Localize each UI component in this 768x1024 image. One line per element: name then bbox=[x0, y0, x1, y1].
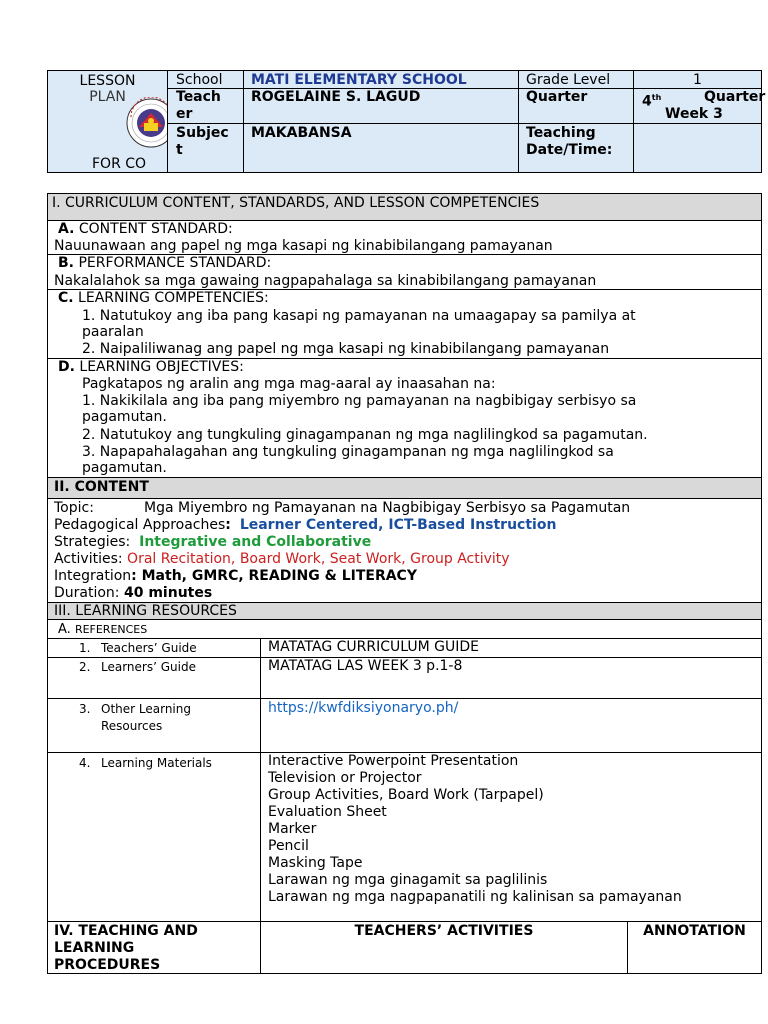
material-item: Marker bbox=[268, 821, 317, 837]
material-item: Masking Tape bbox=[268, 855, 363, 871]
learning-objectives-row bbox=[47, 358, 762, 478]
quarter-word: Quarter bbox=[704, 89, 766, 105]
section-2-title: II. CONTENT bbox=[54, 479, 149, 495]
teachers-activities-title: TEACHERS’ ACTIVITIES bbox=[354, 923, 534, 939]
performance-standard-heading: B. PERFORMANCE STANDARD: bbox=[58, 255, 272, 271]
dictionary-link[interactable]: https://kwfdiksiyonaryo.ph/ bbox=[268, 700, 459, 716]
grade-level-label: Grade Level bbox=[526, 72, 611, 88]
school-name: MATI ELEMENTARY SCHOOL bbox=[251, 72, 467, 88]
resource-num: 3. bbox=[79, 702, 91, 716]
learning-competencies-heading: C. LEARNING COMPETENCIES: bbox=[58, 290, 269, 306]
content-standard-text: Nauunawaan ang papel ng mga kasapi ng kinabibilangang pamayanan bbox=[54, 238, 553, 254]
school-label: School bbox=[176, 72, 223, 88]
subject-label-cont: t bbox=[176, 142, 183, 158]
subject-value: MAKABANSA bbox=[251, 125, 352, 141]
teachers-guide-value: MATATAG CURRICULUM GUIDE bbox=[268, 639, 479, 655]
school-value-cell bbox=[243, 70, 519, 89]
quarter-value-cell bbox=[633, 88, 766, 124]
learning-materials-cell bbox=[260, 752, 762, 922]
duration-line: Duration: 40 minutes bbox=[54, 585, 213, 601]
lesson-plan-cell bbox=[47, 70, 168, 173]
content-standard-row bbox=[47, 220, 762, 255]
learning-objectives-heading: D. LEARNING OBJECTIVES: bbox=[58, 359, 244, 375]
activities-line: Activities: Oral Recitation, Board Work, Seat Work, Group Activity bbox=[54, 551, 510, 567]
resource-label-cell bbox=[47, 752, 261, 922]
resource-value-cell bbox=[260, 657, 762, 699]
resource-label-cell bbox=[47, 698, 261, 753]
performance-standard-row bbox=[47, 254, 762, 290]
integration-value: : Math, GMRC, READING & LITERACY bbox=[131, 568, 417, 584]
learning-competencies-row bbox=[47, 289, 762, 359]
resource-value-cell bbox=[260, 638, 762, 658]
material-item: Television or Projector bbox=[268, 770, 422, 786]
quarter-value bbox=[642, 89, 661, 111]
teachers-activities-header-cell bbox=[260, 921, 628, 974]
learners-guide-label: Learners’ Guide bbox=[101, 660, 196, 674]
subject-label-cell bbox=[167, 123, 244, 173]
material-item: Larawan ng mga nagpapanatili ng kalinisan sa pamayanan bbox=[268, 889, 682, 905]
topic-label: Topic: bbox=[54, 500, 94, 516]
grade-level-value: 1 bbox=[693, 72, 702, 88]
material-item: Group Activities, Board Work (Tarpapel) bbox=[268, 787, 544, 803]
quarter-label: Quarter bbox=[526, 89, 588, 105]
approaches-line: Pedagogical Approaches: Learner Centered, ICT-Based Instruction bbox=[54, 517, 557, 533]
teaching-date-label: Teaching bbox=[526, 125, 596, 141]
objective-item: 1. Nakikilala ang iba pang miyembro ng pamayanan na nagbibigay serbisyo sa bbox=[82, 393, 637, 409]
references-row bbox=[47, 619, 762, 639]
resource-label-cell bbox=[47, 657, 261, 699]
subject-value-cell bbox=[243, 123, 519, 173]
resource-value-cell bbox=[260, 698, 762, 753]
quarter-suffix: th bbox=[651, 93, 662, 102]
strategies-line: Strategies: Integrative and Collaborative bbox=[54, 534, 372, 550]
objective-item: Pagkatapos ng aralin ang mga mag-aaral ay inaasahan na: bbox=[82, 376, 496, 392]
material-item: Interactive Powerpoint Presentation bbox=[268, 753, 519, 769]
objective-item: 2. Natutukoy ang tungkuling ginagampanan ng mga naglilingkod sa pagamutan. bbox=[82, 427, 648, 443]
topic-value: Mga Miyembro ng Pamayanan na Nagbibigay Serbisyo sa Pagamutan bbox=[144, 500, 631, 516]
quarter-number: 4 bbox=[642, 93, 652, 110]
procedures-title-cont: PROCEDURES bbox=[54, 957, 161, 973]
approaches-value: Learner Centered, ICT-Based Instruction bbox=[239, 517, 557, 533]
resource-num: 1. bbox=[79, 641, 91, 655]
teacher-name: ROGELAINE S. LAGUD bbox=[251, 89, 421, 105]
grade-label-cell bbox=[518, 70, 634, 89]
section-1-title: I. CURRICULUM CONTENT, STANDARDS, AND LESSON COMPETENCIES bbox=[52, 195, 540, 211]
teachers-guide-label: Teachers’ Guide bbox=[101, 641, 197, 655]
date-label-cell bbox=[518, 123, 634, 173]
teacher-value-cell bbox=[243, 88, 519, 124]
other-resources-label: Other Learning bbox=[101, 702, 191, 716]
learning-materials-label: Learning Materials bbox=[101, 756, 212, 770]
objective-item: 3. Napapahalagahan ang tungkuling ginagampanan ng mga naglilingkod sa bbox=[82, 444, 614, 460]
other-resources-label-cont: Resources bbox=[101, 719, 163, 733]
resource-num: 4. bbox=[79, 756, 91, 770]
date-value-cell bbox=[633, 123, 762, 173]
teacher-label-cont: er bbox=[176, 106, 193, 122]
resource-label-cell bbox=[47, 638, 261, 658]
section-1-header bbox=[47, 193, 762, 221]
procedures-header-cell bbox=[47, 921, 261, 974]
teacher-label-cell bbox=[167, 88, 244, 124]
competency-item: paaralan bbox=[82, 324, 144, 340]
teacher-label: Teach bbox=[176, 89, 221, 105]
competency-item: 1. Natutukoy ang iba pang kasapi ng pamayanan na umaagapay sa pamilya at bbox=[82, 308, 636, 324]
procedures-title-cont: LEARNING bbox=[54, 940, 135, 956]
teaching-date-label-cont: Date/Time: bbox=[526, 142, 613, 158]
integration-line: Integration: Math, GMRC, READING & LITERACY bbox=[54, 568, 417, 584]
annotation-title: ANNOTATION bbox=[643, 923, 746, 939]
plan-label: PLAN bbox=[89, 89, 126, 105]
objective-item: pagamutan. bbox=[82, 460, 167, 476]
annotation-header-cell bbox=[627, 921, 762, 974]
learners-guide-value: MATATAG LAS WEEK 3 p.1-8 bbox=[268, 658, 463, 674]
objective-item: pagamutan. bbox=[82, 409, 167, 425]
material-item: Larawan ng mga ginagamit sa paglilinis bbox=[268, 872, 548, 888]
school-label-cell bbox=[167, 70, 244, 89]
section-2-header bbox=[47, 477, 762, 499]
content-details bbox=[47, 498, 762, 603]
procedures-title: IV. TEACHING AND bbox=[54, 923, 198, 939]
grade-value-cell bbox=[633, 70, 762, 89]
week-label: Week 3 bbox=[665, 106, 723, 122]
for-co-label: FOR CO bbox=[92, 156, 147, 172]
material-item: Evaluation Sheet bbox=[268, 804, 387, 820]
activities-value: Oral Recitation, Board Work, Seat Work, Group Activity bbox=[127, 551, 510, 567]
competency-item: 2. Naipaliliwanag ang papel ng mga kasapi ng kinabibilangang pamayanan bbox=[82, 341, 610, 357]
subject-label: Subjec bbox=[176, 125, 229, 141]
section-3-header bbox=[47, 602, 762, 620]
references-label: A. REFERENCES bbox=[58, 622, 148, 637]
resource-num: 2. bbox=[79, 660, 91, 674]
quarter-label-cell bbox=[518, 88, 634, 124]
material-item: Pencil bbox=[268, 838, 309, 854]
performance-standard-text: Nakalalahok sa mga gawaing nagpapahalaga sa kinabibilangang pamayanan bbox=[54, 273, 597, 289]
lesson-label: LESSON bbox=[79, 73, 136, 89]
content-standard-heading: A. CONTENT STANDARD: bbox=[58, 221, 233, 237]
strategies-value: Integrative and Collaborative bbox=[139, 534, 372, 550]
section-3-title: III. LEARNING RESOURCES bbox=[54, 603, 237, 619]
duration-value: 40 minutes bbox=[123, 585, 213, 601]
